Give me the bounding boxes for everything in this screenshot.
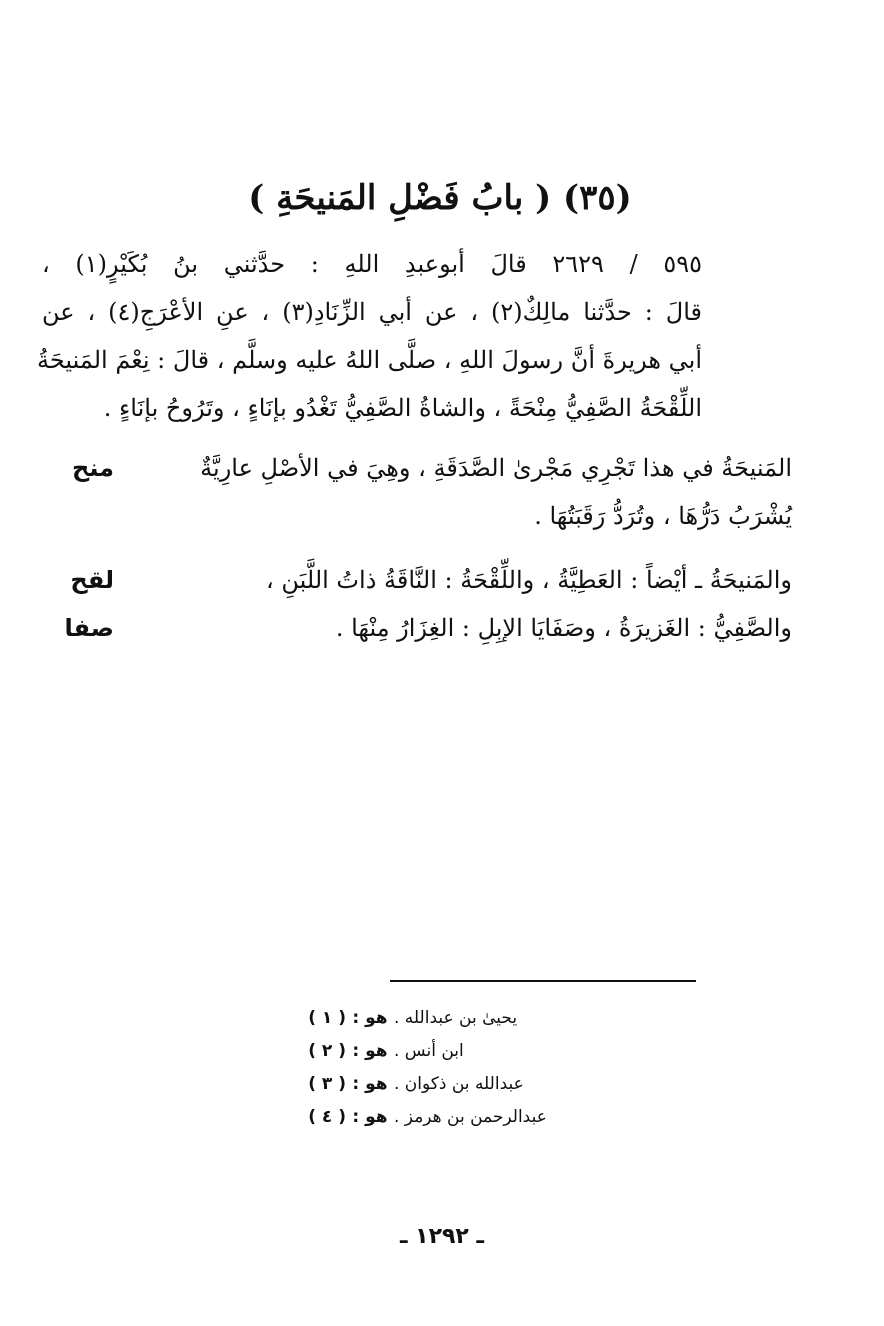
page-number: ـ ١٢٩٢ ـ bbox=[399, 1224, 485, 1249]
footnote bbox=[300, 1068, 708, 1101]
footnote-label: هو : bbox=[352, 1041, 388, 1061]
footnote-text: عبدالرحمن بن هرمز . bbox=[394, 1107, 547, 1127]
footnote-text: يحيىٰ بن عبدالله . bbox=[394, 1008, 518, 1028]
gloss-explanation bbox=[114, 444, 792, 540]
footnote bbox=[300, 1101, 708, 1134]
gloss-block bbox=[42, 556, 792, 652]
chapter-title: (٣٥) ( بابُ فَضْلِ المَنيحَةِ ) bbox=[248, 178, 632, 218]
footnote-number: ( ١ ) bbox=[308, 1008, 346, 1028]
hadith-line: قالَ : حدَّثنا مالِكٌ(٢) ، عن أبي الزِّنَادِ(٣) ، عنِ الأعْرَجِ(٤) ، عن bbox=[42, 298, 702, 326]
footnote-text: ابن أنس . bbox=[394, 1041, 464, 1061]
gloss-block bbox=[42, 444, 792, 540]
gloss-root-key: لقح bbox=[70, 566, 114, 594]
footnote bbox=[300, 1035, 708, 1068]
hadith-text bbox=[36, 240, 703, 432]
footnote-number: ( ٤ ) bbox=[308, 1107, 346, 1127]
footnote bbox=[300, 1002, 708, 1035]
gloss-line: والمَنيحَةُ ـ أيْضاً : العَطِيَّةُ ، واللِّقْحَةُ : النَّاقَةُ ذاتُ اللَّبَنِ ، bbox=[265, 566, 792, 594]
footnote-label: هو : bbox=[352, 1107, 388, 1127]
gloss-explanation bbox=[114, 556, 792, 604]
footnote-text: عبدالله بن ذكوان . bbox=[394, 1074, 524, 1094]
gloss-entry bbox=[42, 444, 792, 540]
footnote-label: هو : bbox=[352, 1008, 388, 1028]
gloss-explanation bbox=[114, 604, 792, 652]
gloss-line: المَنيحَةُ في هذا تَجْرِي مَجْرىٰ الصَّدَقَةِ ، وهِيَ في الأصْلِ عارِيَّةٌ bbox=[200, 454, 792, 482]
footnote-number: ( ٢ ) bbox=[308, 1041, 346, 1061]
gloss-line: والصَّفِيُّ : الغَزيرَةُ ، وصَفَايَا الإبِلِ : الغِزَارُ مِنْهَا . bbox=[335, 614, 792, 642]
footnote-number: ( ٣ ) bbox=[308, 1074, 346, 1094]
footnote-label: هو : bbox=[352, 1074, 388, 1094]
gloss-root-key: منح bbox=[72, 454, 114, 482]
gloss-entry bbox=[42, 604, 792, 652]
gloss-entry bbox=[42, 556, 792, 604]
gloss-root-key: صفا bbox=[64, 614, 114, 642]
footnote-divider bbox=[390, 980, 696, 982]
gloss-line: يُشْرَبُ دَرُّهَا ، وتُرَدُّ رَقَبَتُهَا . bbox=[534, 502, 792, 530]
hadith-line: أبي هريرةَ أنَّ رسولَ اللهِ ، صلَّى اللهُ عليه وسلَّم ، قالَ : نِعْمَ المَنيحَةُ bbox=[36, 346, 702, 374]
hadith-line: اللِّقْحَةُ الصَّفِيُّ مِنْحَةً ، والشاةُ الصَّفِيُّ تَغْدُو بإنَاءٍ ، وتَرُوحُ بإنَاءٍ . bbox=[103, 394, 702, 422]
footnotes bbox=[300, 1002, 708, 1134]
hadith-line: ٥٩٥ / ٢٦٢٩ قالَ أبوعبدِ اللهِ : حدَّثني بنُ بُكَيْرٍ(١) ، bbox=[42, 250, 703, 278]
